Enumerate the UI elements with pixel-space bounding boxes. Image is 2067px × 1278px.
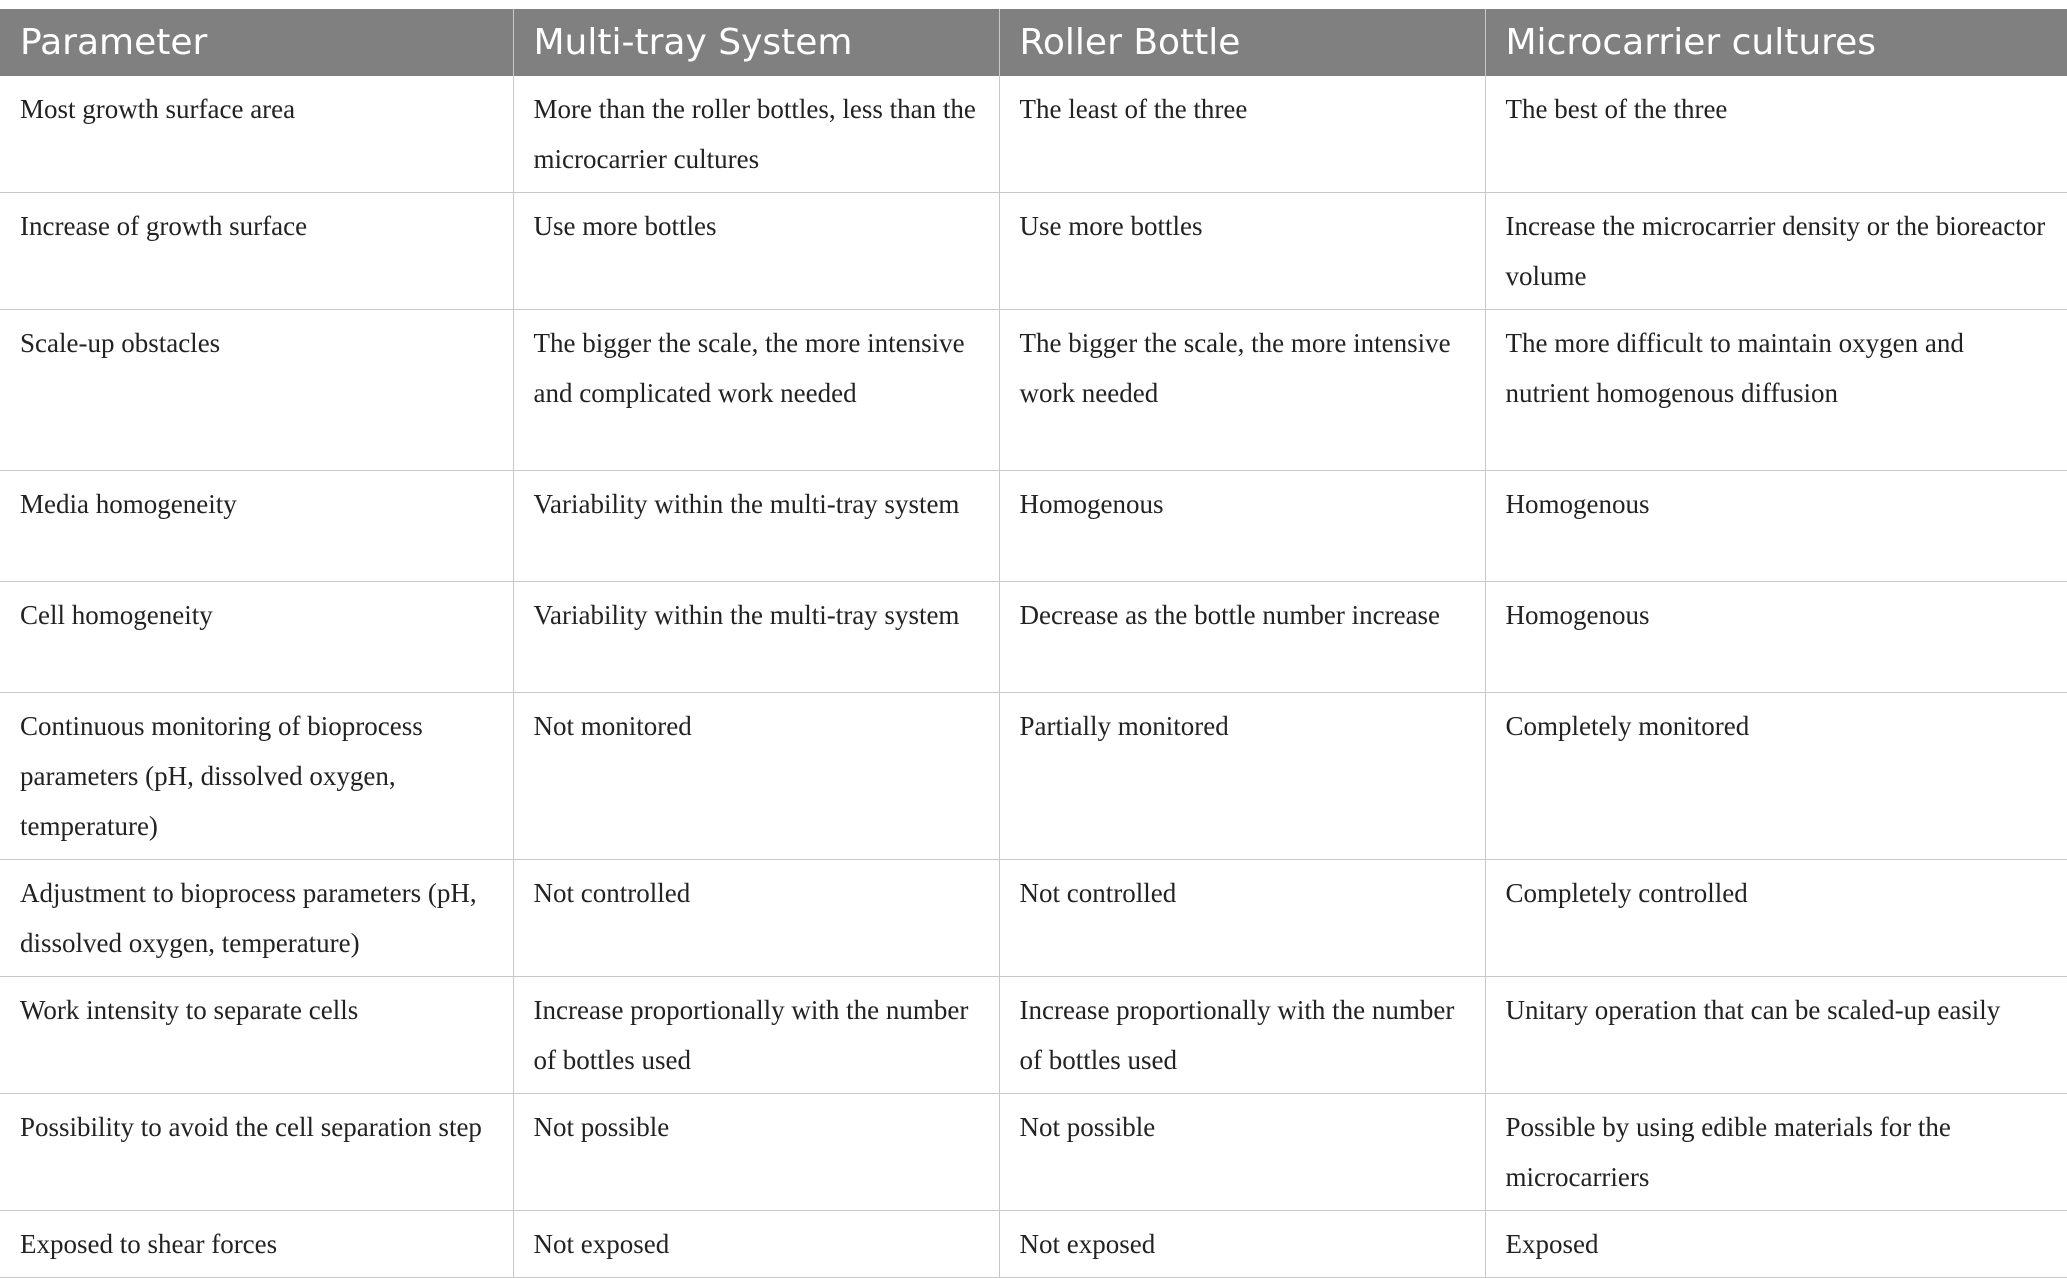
cell-microcarrier: Homogenous: [1485, 471, 2067, 582]
cell-multi-tray: Variability within the multi-tray system: [513, 582, 999, 693]
table-row: [0, 1094, 2067, 1211]
cell-multi-tray: Not controlled: [513, 860, 999, 977]
cell-roller-bottle: Increase proportionally with the number of bottles used: [999, 977, 1485, 1094]
header-microcarrier-cultures: Microcarrier cultures: [1485, 9, 2067, 76]
table-row: [0, 193, 2067, 310]
table-row: [0, 471, 2067, 582]
cell-microcarrier: Homogenous: [1485, 582, 2067, 693]
cell-roller-bottle: Use more bottles: [999, 193, 1485, 310]
cell-parameter: Continuous monitoring of bioprocess parameters (pH, dissolved oxygen, temperature): [0, 693, 513, 860]
cell-parameter: Cell homogeneity: [0, 582, 513, 693]
cell-roller-bottle: The bigger the scale, the more intensive work needed: [999, 310, 1485, 471]
table-body: [0, 76, 2067, 1278]
comparison-table-container: [0, 9, 2067, 1278]
cell-parameter: Increase of growth surface: [0, 193, 513, 310]
table-header: [0, 9, 2067, 76]
table-row: [0, 860, 2067, 977]
cell-microcarrier: Increase the microcarrier density or the bioreactor volume: [1485, 193, 2067, 310]
cell-parameter: Exposed to shear forces: [0, 1211, 513, 1278]
cell-multi-tray: More than the roller bottles, less than the microcarrier cultures: [513, 76, 999, 193]
header-roller-bottle: Roller Bottle: [999, 9, 1485, 76]
cell-multi-tray: Not monitored: [513, 693, 999, 860]
cell-microcarrier: Possible by using edible materials for the microcarriers: [1485, 1094, 2067, 1211]
cell-multi-tray: The bigger the scale, the more intensive and complicated work needed: [513, 310, 999, 471]
cell-roller-bottle: Not possible: [999, 1094, 1485, 1211]
cell-multi-tray: Variability within the multi-tray system: [513, 471, 999, 582]
cell-microcarrier: Completely monitored: [1485, 693, 2067, 860]
cell-multi-tray: Not exposed: [513, 1211, 999, 1278]
table-row: [0, 977, 2067, 1094]
cell-roller-bottle: Decrease as the bottle number increase: [999, 582, 1485, 693]
table-row: [0, 310, 2067, 471]
cell-parameter: Work intensity to separate cells: [0, 977, 513, 1094]
cell-roller-bottle: Not controlled: [999, 860, 1485, 977]
comparison-table: [0, 9, 2067, 1278]
cell-roller-bottle: Homogenous: [999, 471, 1485, 582]
table-row: [0, 693, 2067, 860]
cell-parameter: Possibility to avoid the cell separation step: [0, 1094, 513, 1211]
cell-microcarrier: Exposed: [1485, 1211, 2067, 1278]
cell-roller-bottle: The least of the three: [999, 76, 1485, 193]
cell-microcarrier: Unitary operation that can be scaled-up easily: [1485, 977, 2067, 1094]
cell-multi-tray: Not possible: [513, 1094, 999, 1211]
header-multi-tray-system: Multi-tray System: [513, 9, 999, 76]
table-row: [0, 76, 2067, 193]
cell-parameter: Media homogeneity: [0, 471, 513, 582]
cell-multi-tray: Use more bottles: [513, 193, 999, 310]
cell-parameter: Adjustment to bioprocess parameters (pH, dissolved oxygen, temperature): [0, 860, 513, 977]
header-row: [0, 9, 2067, 76]
cell-microcarrier: The best of the three: [1485, 76, 2067, 193]
cell-microcarrier: The more difficult to maintain oxygen and nutrient homogenous diffusion: [1485, 310, 2067, 471]
cell-microcarrier: Completely controlled: [1485, 860, 2067, 977]
cell-roller-bottle: Not exposed: [999, 1211, 1485, 1278]
header-parameter: Parameter: [0, 9, 513, 76]
table-row: [0, 582, 2067, 693]
cell-parameter: Most growth surface area: [0, 76, 513, 193]
cell-parameter: Scale-up obstacles: [0, 310, 513, 471]
cell-multi-tray: Increase proportionally with the number of bottles used: [513, 977, 999, 1094]
cell-roller-bottle: Partially monitored: [999, 693, 1485, 860]
table-row: [0, 1211, 2067, 1278]
